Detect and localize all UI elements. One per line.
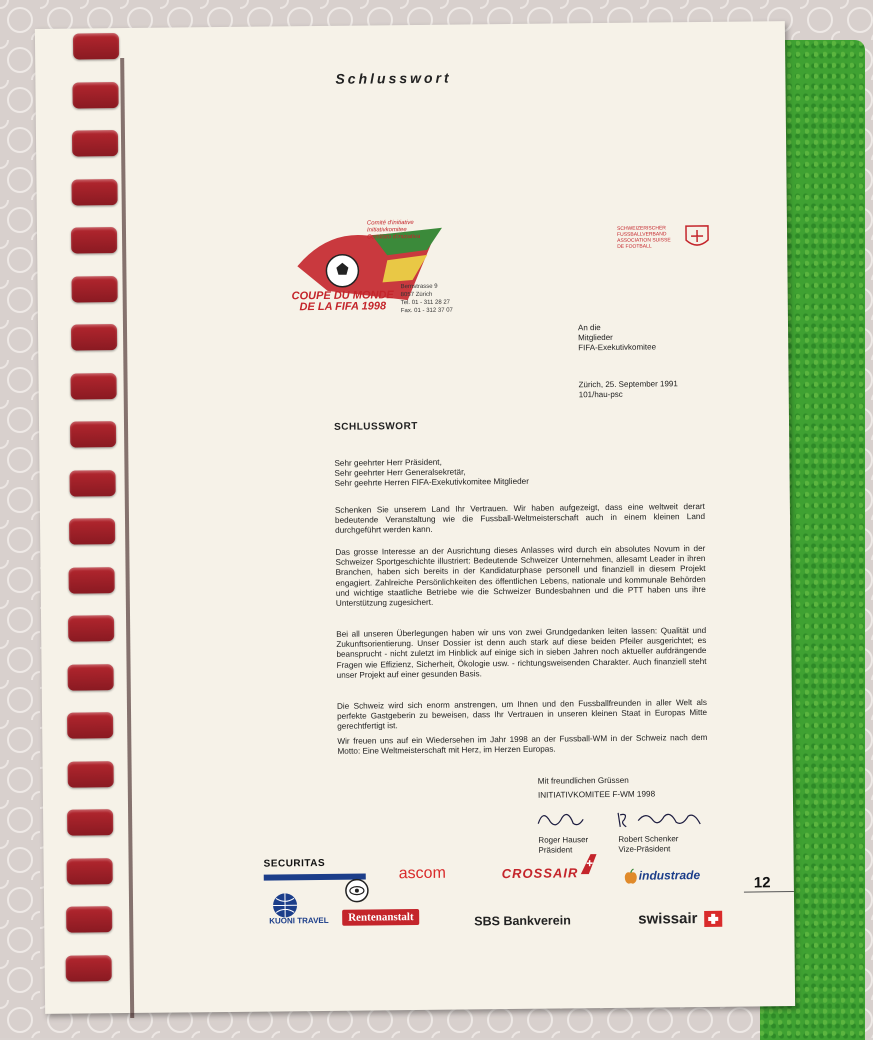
sponsor-rentenanstalt-logo: Rentenanstalt xyxy=(342,909,420,926)
eye-emblem-icon xyxy=(344,877,370,903)
sponsor-industrade-logo: industrade xyxy=(638,868,701,883)
committee-lines xyxy=(367,220,447,242)
letter xyxy=(333,322,708,855)
address-line: Fax. 01 - 312 37 07 xyxy=(400,307,453,315)
page-number: 12 xyxy=(753,874,771,892)
committee-line: Comitato d'iniziativa xyxy=(367,233,421,241)
swissair-wordmark: swissair xyxy=(638,910,698,928)
handwritten-signatures xyxy=(528,802,728,834)
association-line: FUSSBALLVERBAND xyxy=(617,231,667,238)
salutation-line: Sehr geehrter Herr Präsident, xyxy=(334,457,442,468)
signer-role: Vize-Präsident xyxy=(618,844,671,854)
binding-ring xyxy=(65,955,111,981)
signer-name: Roger Hauser xyxy=(538,835,589,845)
binding-ring xyxy=(73,82,119,108)
recipient-line: An die xyxy=(577,323,601,333)
sponsor-kuoni-logo: KUONI TRAVEL xyxy=(269,915,329,926)
binding-ring xyxy=(69,567,115,593)
letter-paragraph: Das grosse Interesse an der Ausrichtung dieses Anlasses wird durch ein absolutes Novum in der Schweizer Sportgeschichte illustriert: Bedeutende Schweizer Unternehmen, allesamt Leader in ihren Branchen, haben sich bereits in der Kandidaturphase personell und finanziell in diesem Projekt engagiert. Zahlreiche Persönlichkeiten des öffentlichen Lebens, nationale und kommunale Behörden und wichtige staatliche Betriebe wie die Schweizer Bundesbahnen und die PTT haben uns ihre Unterstützung zugesichert. xyxy=(335,543,706,608)
logo-caption xyxy=(283,290,403,313)
binding-ring xyxy=(66,858,112,884)
sponsor-crossair-logo: CROSSAIR xyxy=(501,865,579,882)
letterhead-address xyxy=(401,282,491,315)
address-line: Tel. 01 - 311 28 27 xyxy=(400,299,451,307)
binding-ring xyxy=(66,906,112,932)
salutation-line: Sehr geehrter Herr Generalsekretär, xyxy=(334,467,466,479)
recipient-line: Mitglieder xyxy=(578,332,613,343)
logo-line: DE LA FIFA 1998 xyxy=(299,300,387,314)
binding-ring xyxy=(70,373,116,399)
page-header-title: Schlusswort xyxy=(335,69,452,87)
association-line: DE FOOTBALL xyxy=(617,243,652,250)
binding-ring xyxy=(71,276,117,302)
binding-ring xyxy=(73,33,119,59)
binding-ring xyxy=(70,421,116,447)
football-association-logo xyxy=(682,222,712,252)
letter-paragraph: Wir freuen uns auf ein Wiedersehen im Jahr 1998 an der Fussball-WM in der Schweiz nach dem Motto: Eine Weltmeisterschaft mit Herz, im Herzen Europas. xyxy=(337,732,708,757)
letter-reference: 101/hau-psc xyxy=(578,389,623,400)
swiss-cross-icon xyxy=(705,911,723,927)
binding-ring xyxy=(72,130,118,156)
binding-ring xyxy=(72,179,118,205)
binding-ring xyxy=(67,761,113,787)
apple-logo-icon xyxy=(624,869,638,885)
signer-role: Präsident xyxy=(538,845,573,855)
recipient-line: FIFA-Exekutivkomitee xyxy=(578,342,657,353)
binding-ring xyxy=(71,227,117,253)
kuoni-globe-icon xyxy=(270,892,300,918)
page-number-rule xyxy=(744,891,794,893)
binding-ring xyxy=(69,470,115,496)
letter-subject: SCHLUSSWORT xyxy=(333,420,418,433)
binding-ring xyxy=(67,712,113,738)
sponsor-securitas-logo: SECURITAS xyxy=(263,857,326,870)
address-line: Bernstrasse 9 xyxy=(400,283,438,291)
committee-line: Initiativkomitee xyxy=(366,227,407,234)
binding-spine xyxy=(120,58,134,1018)
address-line: 8057 Zürich xyxy=(400,291,433,299)
salutation xyxy=(334,457,529,490)
date-block xyxy=(579,379,678,400)
letter-date: Zürich, 25. September 1991 xyxy=(578,379,678,390)
signer-2 xyxy=(618,834,678,855)
recipient-block xyxy=(578,322,656,353)
committee-line: Comité d'initiative xyxy=(366,219,414,227)
document-page xyxy=(35,21,795,1014)
salutation-line: Sehr geehrte Herren FIFA-Exekutivkomitee Mitglieder xyxy=(334,477,529,489)
closing-block xyxy=(538,775,655,801)
sponsor-ascom-logo: ascom xyxy=(398,864,446,883)
signer-name: Robert Schenker xyxy=(618,834,679,844)
crossair-tail-icon xyxy=(579,852,599,874)
association-line: SCHWEIZERISCHER xyxy=(616,225,666,232)
association-line: ASSOCIATION SUISSE xyxy=(617,237,671,244)
binding-ring xyxy=(68,615,114,641)
sponsor-swissair-logo xyxy=(638,910,723,928)
binding-ring xyxy=(69,518,115,544)
closing-greeting: Mit freundlichen Grüssen xyxy=(537,775,629,786)
binding-ring xyxy=(71,324,117,350)
letter-paragraph: Bei all unseren Überlegungen haben wir uns von zwei Grundgedanken leiten lassen: Qualität und Zukunftsorientierung. Unser Dossier ist denn auch stark auf diese beiden Pfeiler ausgerichtet; es beansprucht - nicht zuletzt im Hinblick auf einige sich in sieben Jahren noch aktueller aufdrängende Fragen wie Effizienz, Sicherheit, Ökologie usw. - richtungsweisenden Charakter. Auch finanziell steht unser Projekt auf einer gesunden Basis. xyxy=(336,625,707,680)
letter-paragraph: Schenken Sie unserem Land Ihr Vertrauen. Wir haben aufgezeigt, dass eine weltweit derart bedeutende Veranstaltung wie die Fussball-Weltmeisterschaft auch in einem kleinen Land durchgeführt werden kann. xyxy=(334,501,706,536)
binding-ring xyxy=(67,809,113,835)
binding-ring xyxy=(68,664,114,690)
logo-line: COUPE DU MONDE xyxy=(291,289,394,303)
letter-paragraph: Die Schweiz wird sich enorm anstrengen, um Ihnen und den Fussballfreunden in aller Welt als perfekte Gastgeberin zu beweisen, dass Ihr Vertrauen in unseren kleinen Staat in Europas Mitte gerechtfertigt ist. xyxy=(336,697,708,732)
sponsor-sbs-logo: SBS Bankverein xyxy=(474,913,571,929)
closing-organization: INITIATIVKOMITEE F-WM 1998 xyxy=(537,789,656,800)
